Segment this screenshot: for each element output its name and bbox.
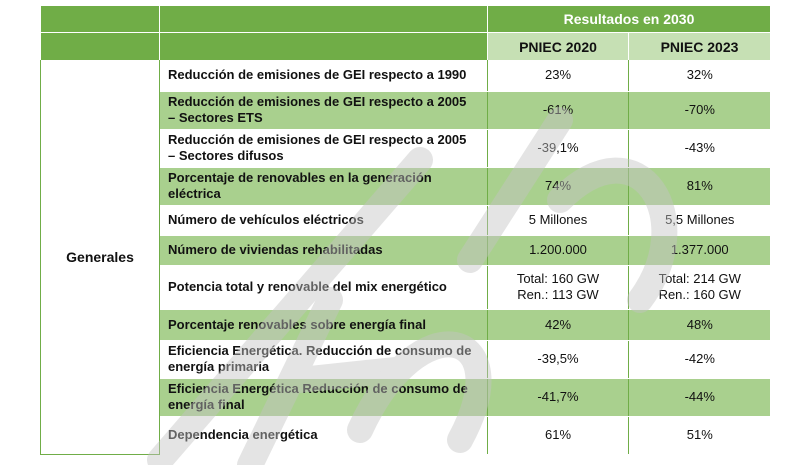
value-2023: 1.377.000 <box>629 235 771 265</box>
value-2023: -44% <box>629 378 771 416</box>
value-2020: 61% <box>488 416 629 454</box>
row-label: Reducción de emisiones de GEI respecto a 2005 – Sectores difusos <box>160 129 488 167</box>
header-row-top <box>41 6 771 33</box>
row-label: Reducción de emisiones de GEI respecto a 1990 <box>160 60 488 91</box>
value-2023: 32% <box>629 60 771 91</box>
value-2023: -70% <box>629 91 771 129</box>
value-2023: -43% <box>629 129 771 167</box>
header-empty-cell <box>160 6 488 33</box>
header-row-bottom <box>41 33 771 61</box>
header-empty-cell <box>41 6 160 33</box>
row-label: Porcentaje de renovables en la generación eléctrica <box>160 167 488 205</box>
category-cell: Generales <box>41 60 160 454</box>
results-table-container <box>40 6 770 465</box>
value-2020: 5 Millones <box>488 205 629 235</box>
value-2020: 23% <box>488 60 629 91</box>
value-2020: Total: 160 GW Ren.: 113 GW <box>488 265 629 309</box>
value-2020: -39,1% <box>488 129 629 167</box>
row-label: Número de vehículos eléctricos <box>160 205 488 235</box>
table-row <box>41 60 771 91</box>
value-2023: Total: 214 GW Ren.: 160 GW <box>629 265 771 309</box>
row-label: Eficiencia Energética. Reducción de consumo de energía primaria <box>160 340 488 378</box>
row-label: Dependencia energética <box>160 416 488 454</box>
value-2020: 74% <box>488 167 629 205</box>
value-2023: 48% <box>629 309 771 340</box>
value-2020: -61% <box>488 91 629 129</box>
results-table <box>40 6 770 455</box>
row-label: Reducción de emisiones de GEI respecto a 2005 – Sectores ETS <box>160 91 488 129</box>
results-2030-header: Resultados en 2030 <box>488 6 771 33</box>
row-label: Porcentaje renovables sobre energía final <box>160 309 488 340</box>
value-2023: 5,5 Millones <box>629 205 771 235</box>
value-2020: -39,5% <box>488 340 629 378</box>
header-empty-cell <box>160 33 488 61</box>
header-empty-cell <box>41 33 160 61</box>
value-2023: 81% <box>629 167 771 205</box>
value-2020: 42% <box>488 309 629 340</box>
row-label: Número de viviendas rehabilitadas <box>160 235 488 265</box>
value-2020: -41,7% <box>488 378 629 416</box>
row-label: Eficiencia Energética Reducción de consumo de energía final <box>160 378 488 416</box>
row-label: Potencia total y renovable del mix energético <box>160 265 488 309</box>
value-2023: 51% <box>629 416 771 454</box>
pniec-2020-header: PNIEC 2020 <box>488 33 629 61</box>
value-2020: 1.200.000 <box>488 235 629 265</box>
pniec-2023-header: PNIEC 2023 <box>629 33 771 61</box>
value-2023: -42% <box>629 340 771 378</box>
